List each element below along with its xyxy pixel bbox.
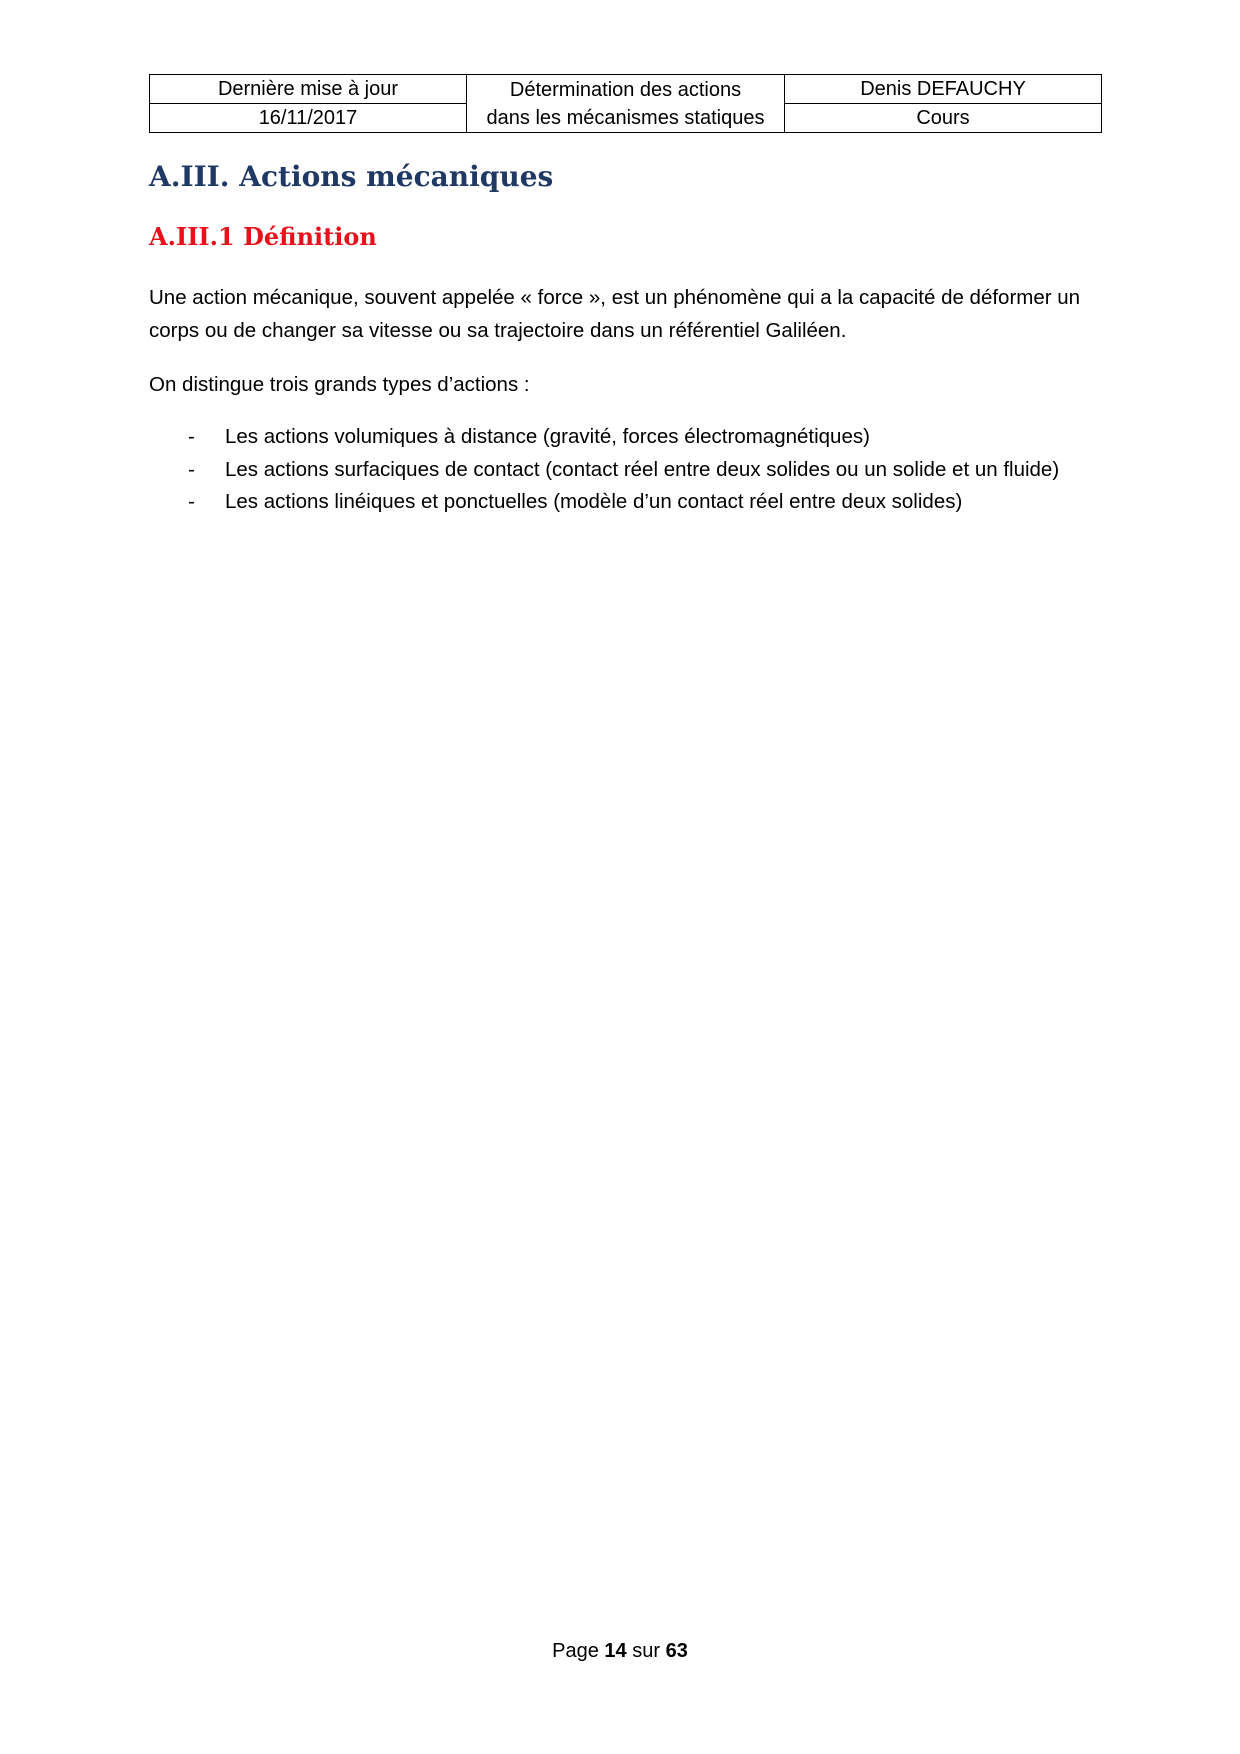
list-item-text: Les actions volumiques à distance (gravité, forces électromagnétiques)	[225, 425, 870, 448]
header-title-line-2: dans les mécanismes statiques	[486, 106, 765, 129]
subsection-heading: A.III.1 Définition	[149, 222, 377, 251]
definition-paragraph: Une action mécanique, souvent appelée « force », est un phénomène qui a la capacité de déformer un corps ou de changer sa vitesse ou sa trajectoire dans un référentiel Galiléen.	[149, 286, 1081, 342]
header-updated-label: Dernière mise à jour	[150, 75, 467, 104]
list-item	[149, 486, 1059, 519]
bullet-dash: -	[188, 490, 195, 513]
bullet-dash: -	[188, 457, 195, 481]
header-table	[149, 74, 1102, 133]
bullet-dash: -	[188, 425, 195, 448]
page-footer	[0, 1640, 1240, 1663]
section-heading: A.III. Actions mécaniques	[149, 160, 554, 193]
header-updated-date: 16/11/2017	[150, 104, 467, 133]
list-item	[149, 421, 1059, 454]
types-intro-paragraph: On distingue trois grands types d’actions :	[149, 373, 530, 396]
header-title-line-1: Détermination des actions	[509, 78, 742, 101]
list-item-text: Les actions linéiques et ponctuelles (modèle d’un contact réel entre deux solides)	[225, 490, 963, 513]
page-separator: sur	[632, 1640, 661, 1662]
page-number: 14	[604, 1640, 627, 1662]
list-item-text: Les actions surfaciques de contact (contact réel entre deux solides ou un solide et un fluide)	[225, 457, 1060, 481]
header-author: Denis DEFAUCHY	[785, 75, 1102, 104]
page-total: 63	[665, 1640, 688, 1662]
action-types-list	[149, 421, 1059, 519]
header-doc-type: Cours	[785, 104, 1102, 133]
page-prefix: Page	[552, 1640, 599, 1662]
header-row-top	[150, 75, 1102, 104]
list-item	[149, 454, 1059, 487]
header-document-title	[467, 75, 785, 133]
